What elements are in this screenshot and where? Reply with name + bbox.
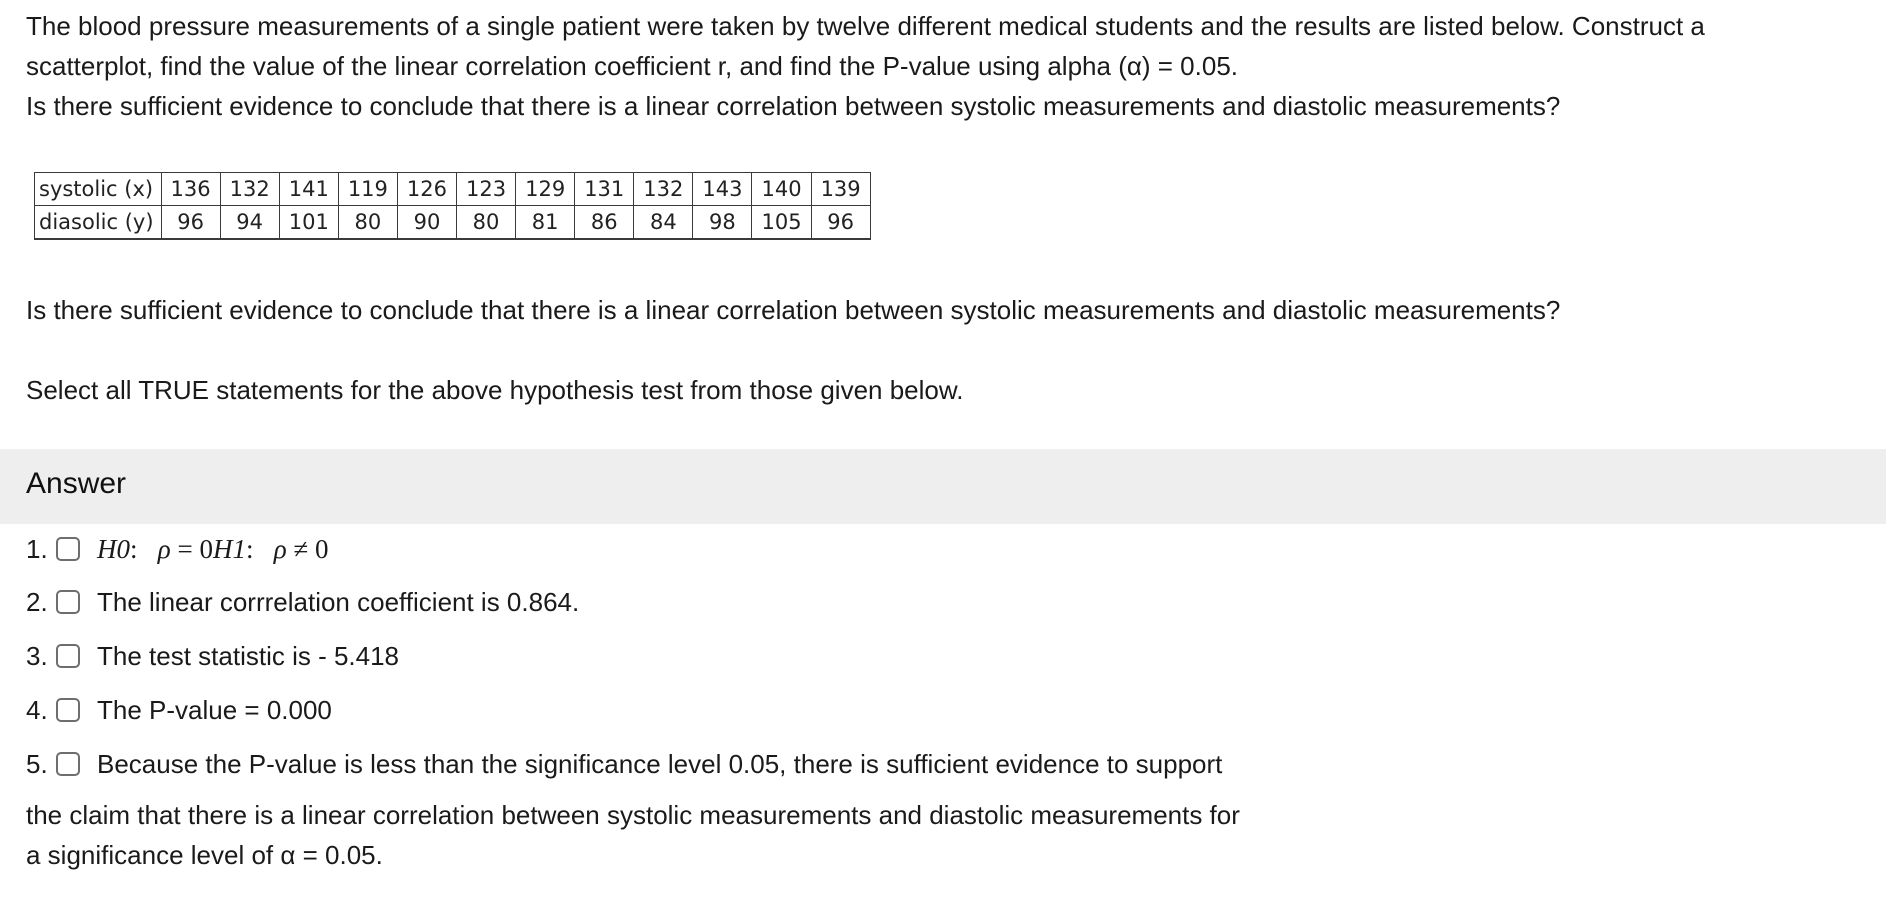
table-row-diastolic — [35, 206, 871, 240]
table-cell: 119 — [338, 173, 397, 206]
option-2-checkbox[interactable] — [56, 590, 80, 614]
data-table — [34, 172, 871, 240]
table-cell: 81 — [516, 206, 575, 240]
option-3-checkbox[interactable] — [56, 644, 80, 668]
not-equal-zero: ≠ 0 — [293, 533, 329, 564]
option-number: 3. — [26, 640, 48, 671]
intro-line-2: scatterplot, find the value of the linear correlation coefficient r, and find the P-value using alpha (α) = 0.05. — [26, 51, 1238, 81]
table-cell: 96 — [161, 206, 220, 240]
table-cell: 143 — [693, 173, 752, 206]
option-label: The P-value = 0.000 — [97, 694, 332, 725]
option-5-continuation-2: a significance level of α = 0.05. — [26, 840, 383, 870]
colon: : — [245, 533, 254, 564]
table-cell: 105 — [752, 206, 811, 240]
table-cell: 132 — [634, 173, 693, 206]
option-number: 1. — [26, 533, 48, 564]
table-cell: 96 — [811, 206, 870, 240]
instruction-text: Select all TRUE statements for the above hypothesis test from those given below. — [26, 375, 964, 405]
option-5-checkbox[interactable] — [56, 752, 80, 776]
equals-zero: = 0 — [177, 533, 213, 564]
table-cell: 80 — [338, 206, 397, 240]
option-label: The linear corrrelation coefficient is 0.864. — [97, 586, 580, 617]
null-hypothesis-symbol: H0 — [97, 533, 130, 564]
colon: : — [130, 533, 138, 564]
alt-hypothesis-symbol: H1 — [212, 533, 246, 564]
hypothesis-statement — [97, 534, 329, 565]
table-cell: 123 — [457, 173, 516, 206]
table-cell: 141 — [279, 173, 338, 206]
rho-symbol: ρ — [157, 533, 171, 564]
table-cell: 139 — [811, 173, 870, 206]
option-number: 4. — [26, 694, 48, 725]
option-4-checkbox[interactable] — [56, 698, 80, 722]
rho-symbol: ρ — [273, 533, 287, 564]
table-cell: 90 — [397, 206, 456, 240]
table-cell: 129 — [516, 173, 575, 206]
table-cell: 86 — [575, 206, 634, 240]
table-cell: 126 — [397, 173, 456, 206]
table-cell: 131 — [575, 173, 634, 206]
table-row-systolic — [35, 173, 871, 206]
answer-option-3[interactable] — [26, 636, 399, 676]
answer-option-5[interactable] — [26, 744, 1222, 784]
table-cell: 98 — [693, 206, 752, 240]
answer-option-2[interactable] — [26, 582, 579, 622]
table-cell: 136 — [161, 173, 220, 206]
table-cell: 140 — [752, 173, 811, 206]
table-cell: 84 — [634, 206, 693, 240]
option-label: Because the P-value is less than the significance level 0.05, there is sufficient evidence to support — [97, 748, 1223, 779]
intro-line-1: The blood pressure measurements of a single patient were taken by twelve different medical students and the results are listed below. Construct a — [26, 11, 1705, 41]
question-repeat: Is there sufficient evidence to conclude that there is a linear correlation between systolic measurements and diastolic measurements? — [26, 295, 1561, 325]
option-number: 5. — [26, 748, 48, 779]
row-label-systolic: systolic (x) — [35, 173, 162, 206]
table-cell: 94 — [220, 206, 279, 240]
option-number: 2. — [26, 586, 48, 617]
intro-line-3: Is there sufficient evidence to conclude that there is a linear correlation between systolic measurements and diastolic measurements? — [26, 91, 1561, 121]
option-label: The test statistic is - 5.418 — [97, 640, 400, 671]
table-cell: 101 — [279, 206, 338, 240]
option-5-continuation-1: the claim that there is a linear correlation between systolic measurements and diastolic measurements for — [26, 800, 1240, 830]
table-cell: 132 — [220, 173, 279, 206]
question-text — [26, 6, 1866, 126]
table-cell: 80 — [457, 206, 516, 240]
answer-option-4[interactable] — [26, 690, 332, 730]
option-1-checkbox[interactable] — [56, 537, 80, 561]
answer-option-1[interactable] — [26, 529, 329, 569]
answer-heading: Answer — [26, 467, 127, 500]
row-label-diastolic: diasolic (y) — [35, 206, 162, 240]
answer-header — [0, 449, 1886, 524]
